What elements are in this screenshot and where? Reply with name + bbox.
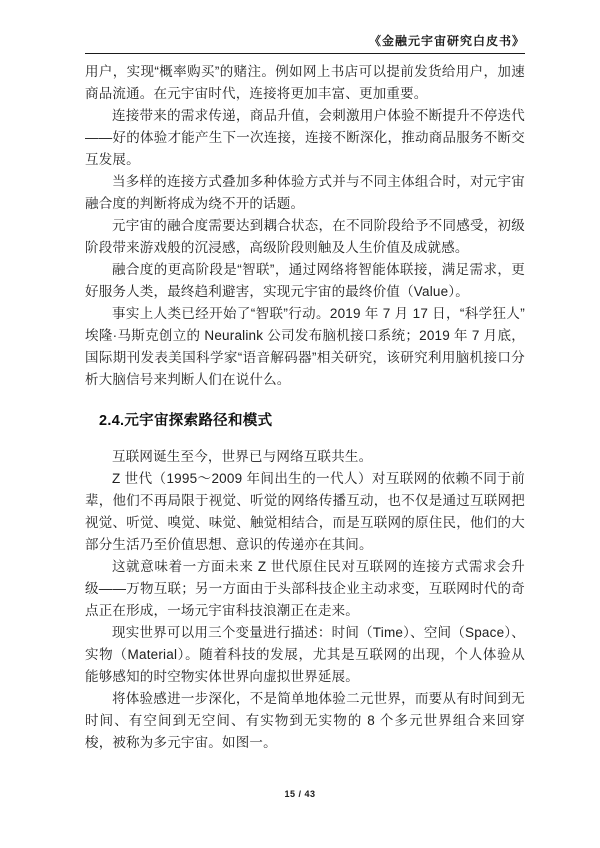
paragraph: 用户，实现“概率购买”的赌注。例如网上书店可以提前发货给用户，加速商品流通。在元宇宙时代，连接将更加丰富、更加重要。 bbox=[85, 64, 525, 101]
paragraph: 融合度的更高阶段是“智联”，通过网络将智能体联接，满足需求，更好服务人类，最终趋利避害，实现元宇宙的最终价值（Value）。 bbox=[85, 262, 525, 299]
paragraph: 互联网诞生至今，世界已与网络互联共生。 bbox=[112, 449, 373, 464]
section-heading-2-4: 2.4.元宇宙探索路径和模式 bbox=[99, 413, 273, 429]
body-text bbox=[85, 61, 525, 754]
running-header bbox=[85, 34, 525, 54]
paragraph: 这就意味着一方面未来 Z 世代原住民对互联网的连接方式需求会升级——万物互联；另一方面由于头部科技企业主动求变，互联网时代的奇点正在形成，一场元宇宙科技浪潮正在走来。 bbox=[85, 559, 525, 618]
page-content bbox=[85, 34, 525, 754]
paragraph: 将体验感进一步深化，不是简单地体验二元世界，而要从有时间到无时间、有空间到无空间、有实物到无实物的 8 个多元世界组合来回穿梭，被称为多元宇宙。如图一。 bbox=[85, 691, 525, 750]
paragraph: 当多样的连接方式叠加多种体验方式并与不同主体组合时，对元宇宙融合度的判断将成为绕不开的话题。 bbox=[85, 174, 525, 211]
paragraph: 事实上人类已经开始了“智联”行动。2019 年 7 月 17 日，“科学狂人”埃隆·马斯克创立的 Neuralink 公司发布脑机接口系统；2019 年 7 月底，国际期刊发表美国科学家“语音解码器”相关研究，该研究利用脑机接口分析大脑信号来判断人们在说什么。 bbox=[85, 306, 525, 387]
paragraph: 连接带来的需求传递，商品升值，会刺激用户体验不断提升不停迭代——好的体验才能产生下一次连接，连接不断深化，推动商品服务不断交互发展。 bbox=[85, 108, 525, 167]
page-footer bbox=[0, 789, 600, 799]
paragraph: Z 世代（1995～2009 年间出生的一代人）对互联网的依赖不同于前辈，他们不再局限于视觉、听觉的网络传播互动，也不仅是通过互联网把视觉、听觉、嗅觉、味觉、触觉相结合，而是互联网的原住民，他们的大部分生活乃至价值思想、意识的传递亦在其间。 bbox=[85, 471, 525, 552]
page-number: 15 / 43 bbox=[284, 789, 316, 799]
running-header-title: 《金融元宇宙研究白皮书》 bbox=[368, 34, 525, 48]
paragraph: 元宇宙的融合度需要达到耦合状态，在不同阶段给予不同感受，初级阶段带来游戏般的沉浸感，高级阶段则触及人生价值及成就感。 bbox=[85, 218, 525, 255]
paragraph: 现实世界可以用三个变量进行描述：时间（Time）、空间（Space）、实物（Material）。随着科技的发展，尤其是互联网的出现，个人体验从能够感知的时空物实体世界向虚拟世界延展。 bbox=[85, 625, 525, 684]
